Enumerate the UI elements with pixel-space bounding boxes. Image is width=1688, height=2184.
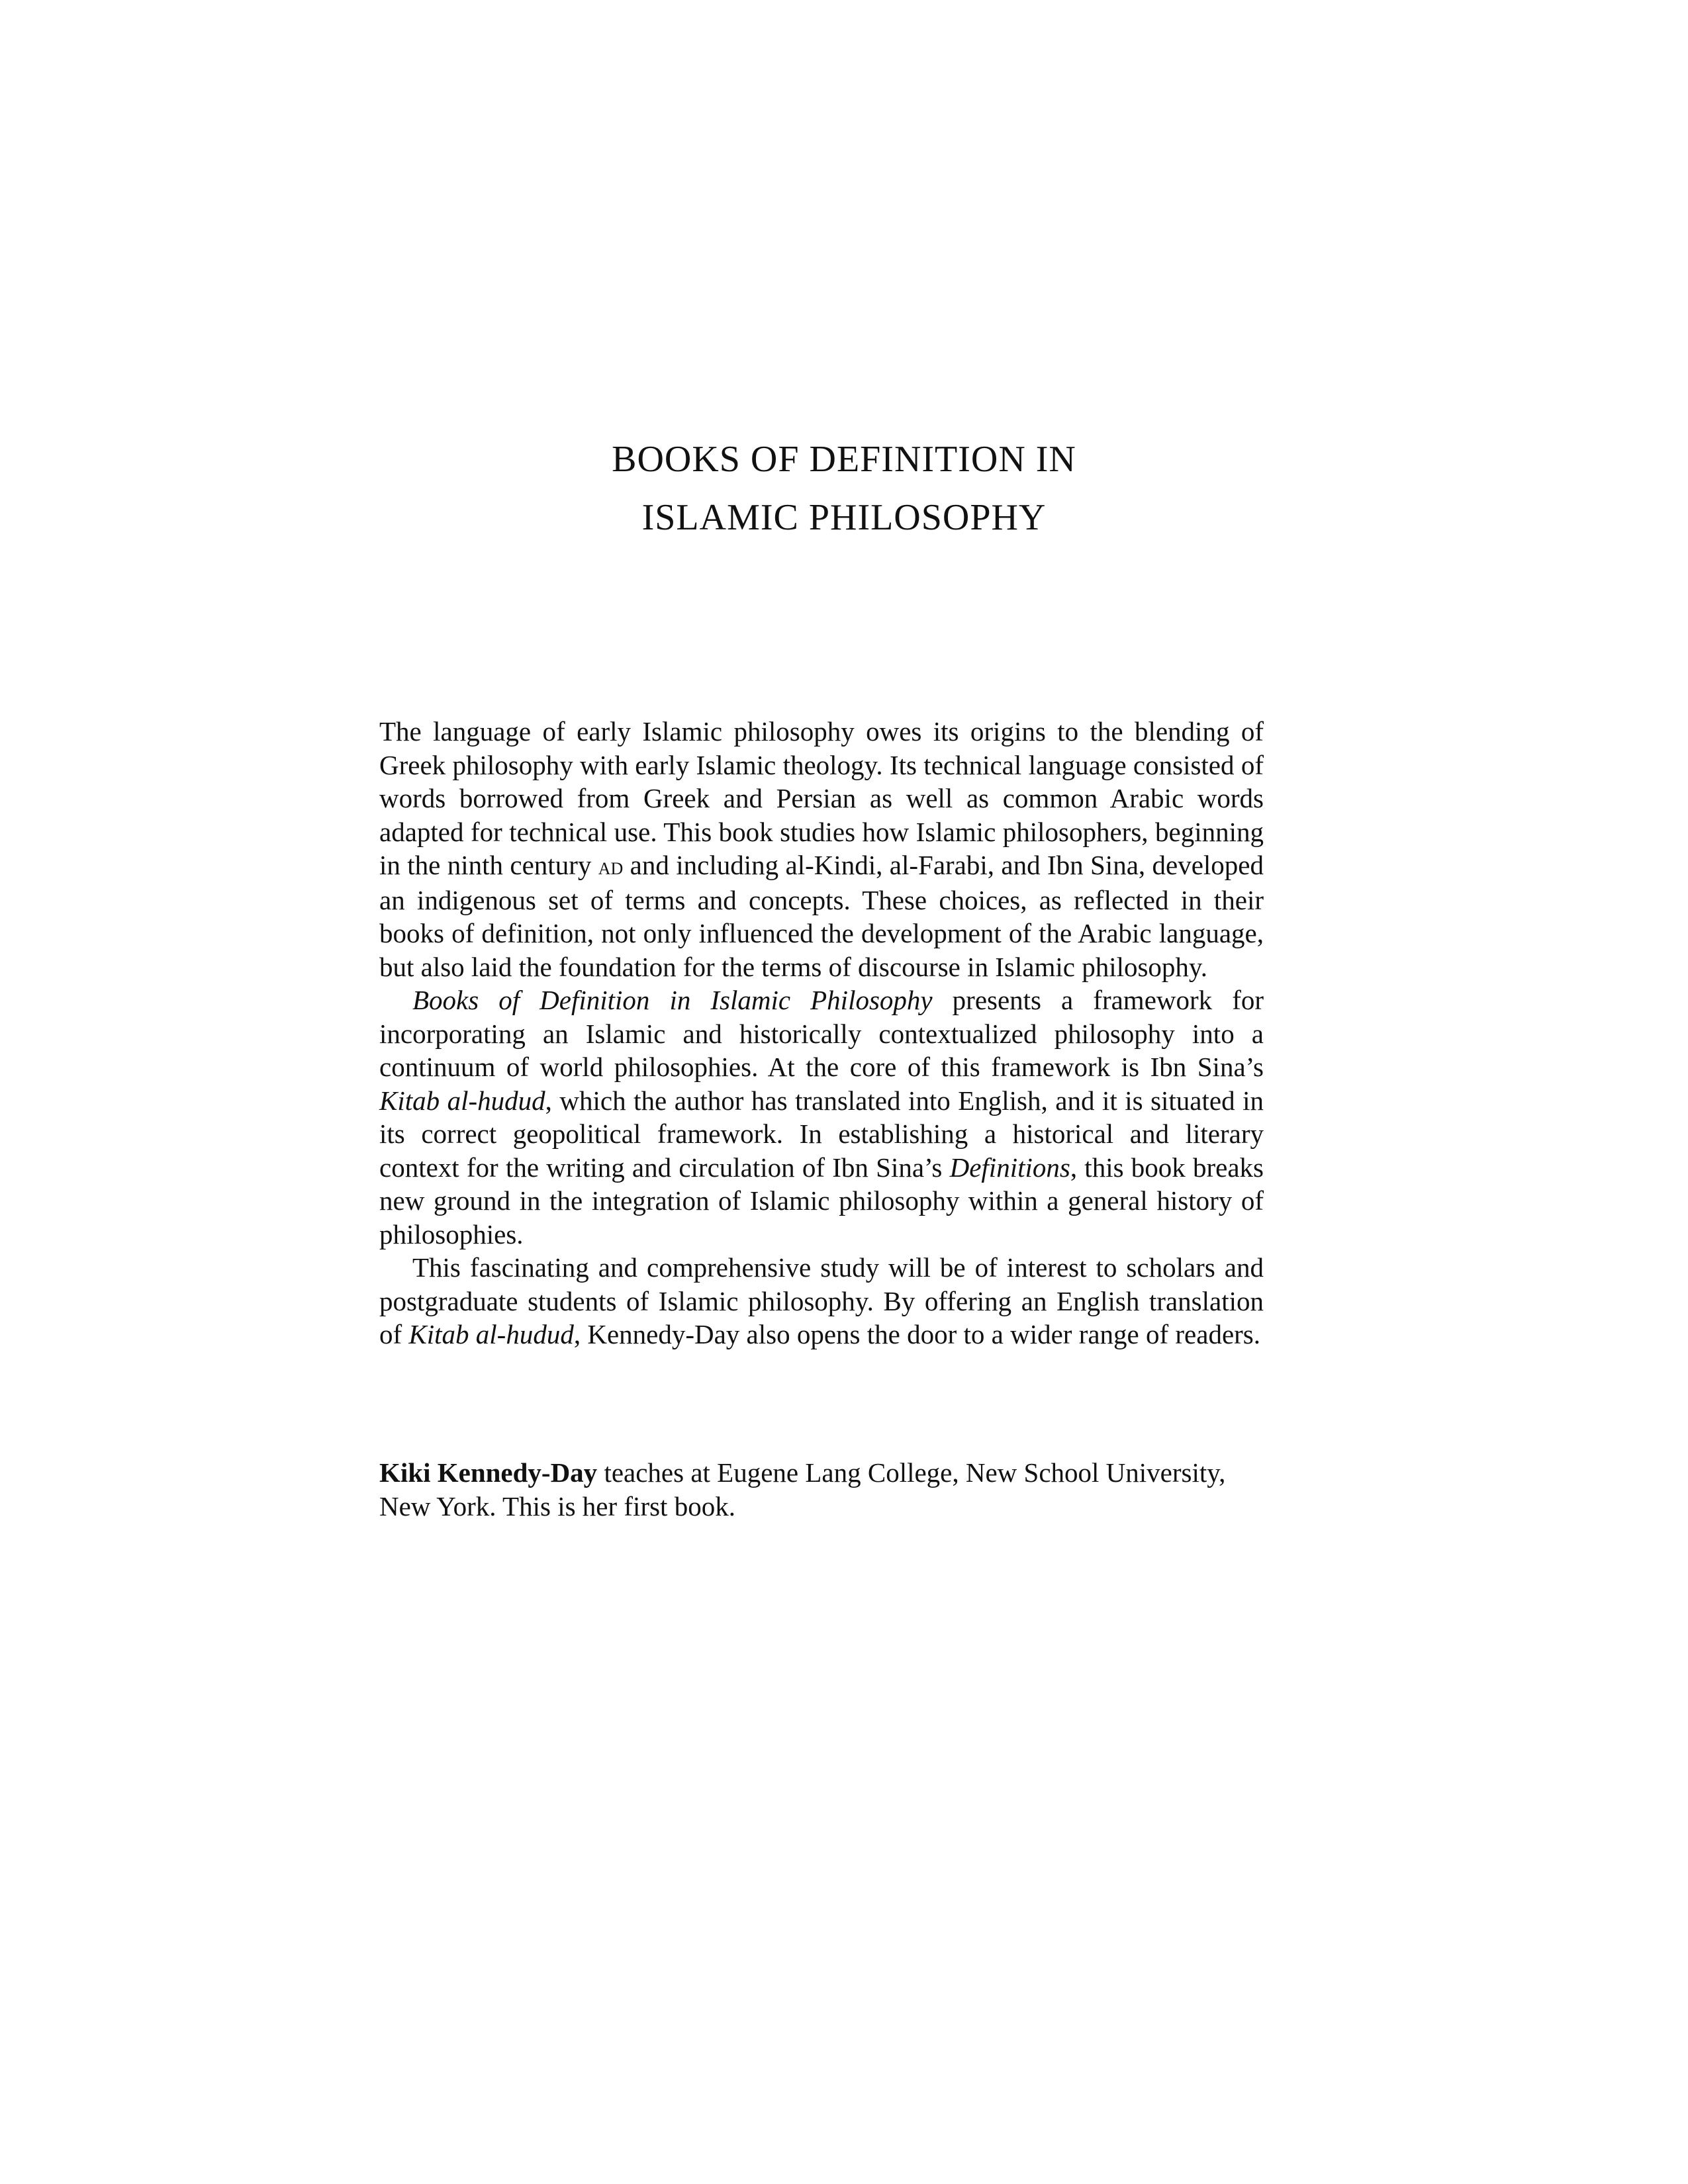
book-title: [381, 430, 1307, 547]
p2-text-a: presents a framework for incorporating an Islamic and historically contextualized philosophy into a continuum of world philosophies. At the core of this framework is Ibn Sina’s: [379, 985, 1264, 1082]
p3-text-a: This fascinating and comprehensive study will be of interest to scholars and postgraduate students of Islamic philosophy. By offering an English translation of: [379, 1252, 1264, 1349]
author-bio: [379, 1456, 1264, 1523]
kitab-al-hudud-italic: Kitab al-hudud: [379, 1085, 545, 1116]
definitions-italic: Definitions: [949, 1152, 1070, 1183]
author-bio-text: teaches at Eugene Lang College, New School University, New York. This is her first book.: [379, 1457, 1226, 1522]
p2-text-b: , which the author has translated into English, and it is situated in its correct geopolitical framework. In establishing a historical and literary context for the writing and circulation of Ibn Sina’s: [379, 1085, 1264, 1183]
p3-text-b: , Kennedy-Day also opens the door to a wider range of readers.: [573, 1319, 1260, 1349]
book-title-italic: Books of Definition in Islamic Philosophy: [412, 985, 933, 1015]
book-description: [379, 715, 1264, 1351]
p1-text-a: The language of early Islamic philosophy owes its origins to the blending of Greek philosophy with early Islamic theology. Its technical language consisted of words borrowed from Greek and Persian as well as common Arabic words adapted for technical use. This book studies how Islamic philosophers, beginning in the ninth century: [379, 716, 1264, 880]
author-name: Kiki Kennedy-Day: [379, 1457, 598, 1488]
book-title-line-2: ISLAMIC PHILOSOPHY: [641, 497, 1047, 538]
p2-text-c: , this book breaks new ground in the integration of Islamic philosophy within a general history of philosophies.: [379, 1152, 1264, 1250]
era-abbreviation: ad: [598, 852, 624, 880]
description-paragraph-2: [379, 983, 1264, 1251]
kitab-al-hudud-italic-2: Kitab al-hudud: [408, 1319, 574, 1349]
book-title-line-1: BOOKS OF DEFINITION IN: [612, 439, 1076, 480]
description-paragraph-3: [379, 1251, 1264, 1351]
p1-text-b: and including al-Kindi, al-Farabi, and Ibn Sina, developed an indigenous set of terms and concepts. These choices, as reflected in their books of definition, not only influenced the development of the Arabic language, but also laid the foundation for the terms of discourse in Islamic philosophy.: [379, 850, 1264, 982]
description-paragraph-1: [379, 715, 1264, 983]
